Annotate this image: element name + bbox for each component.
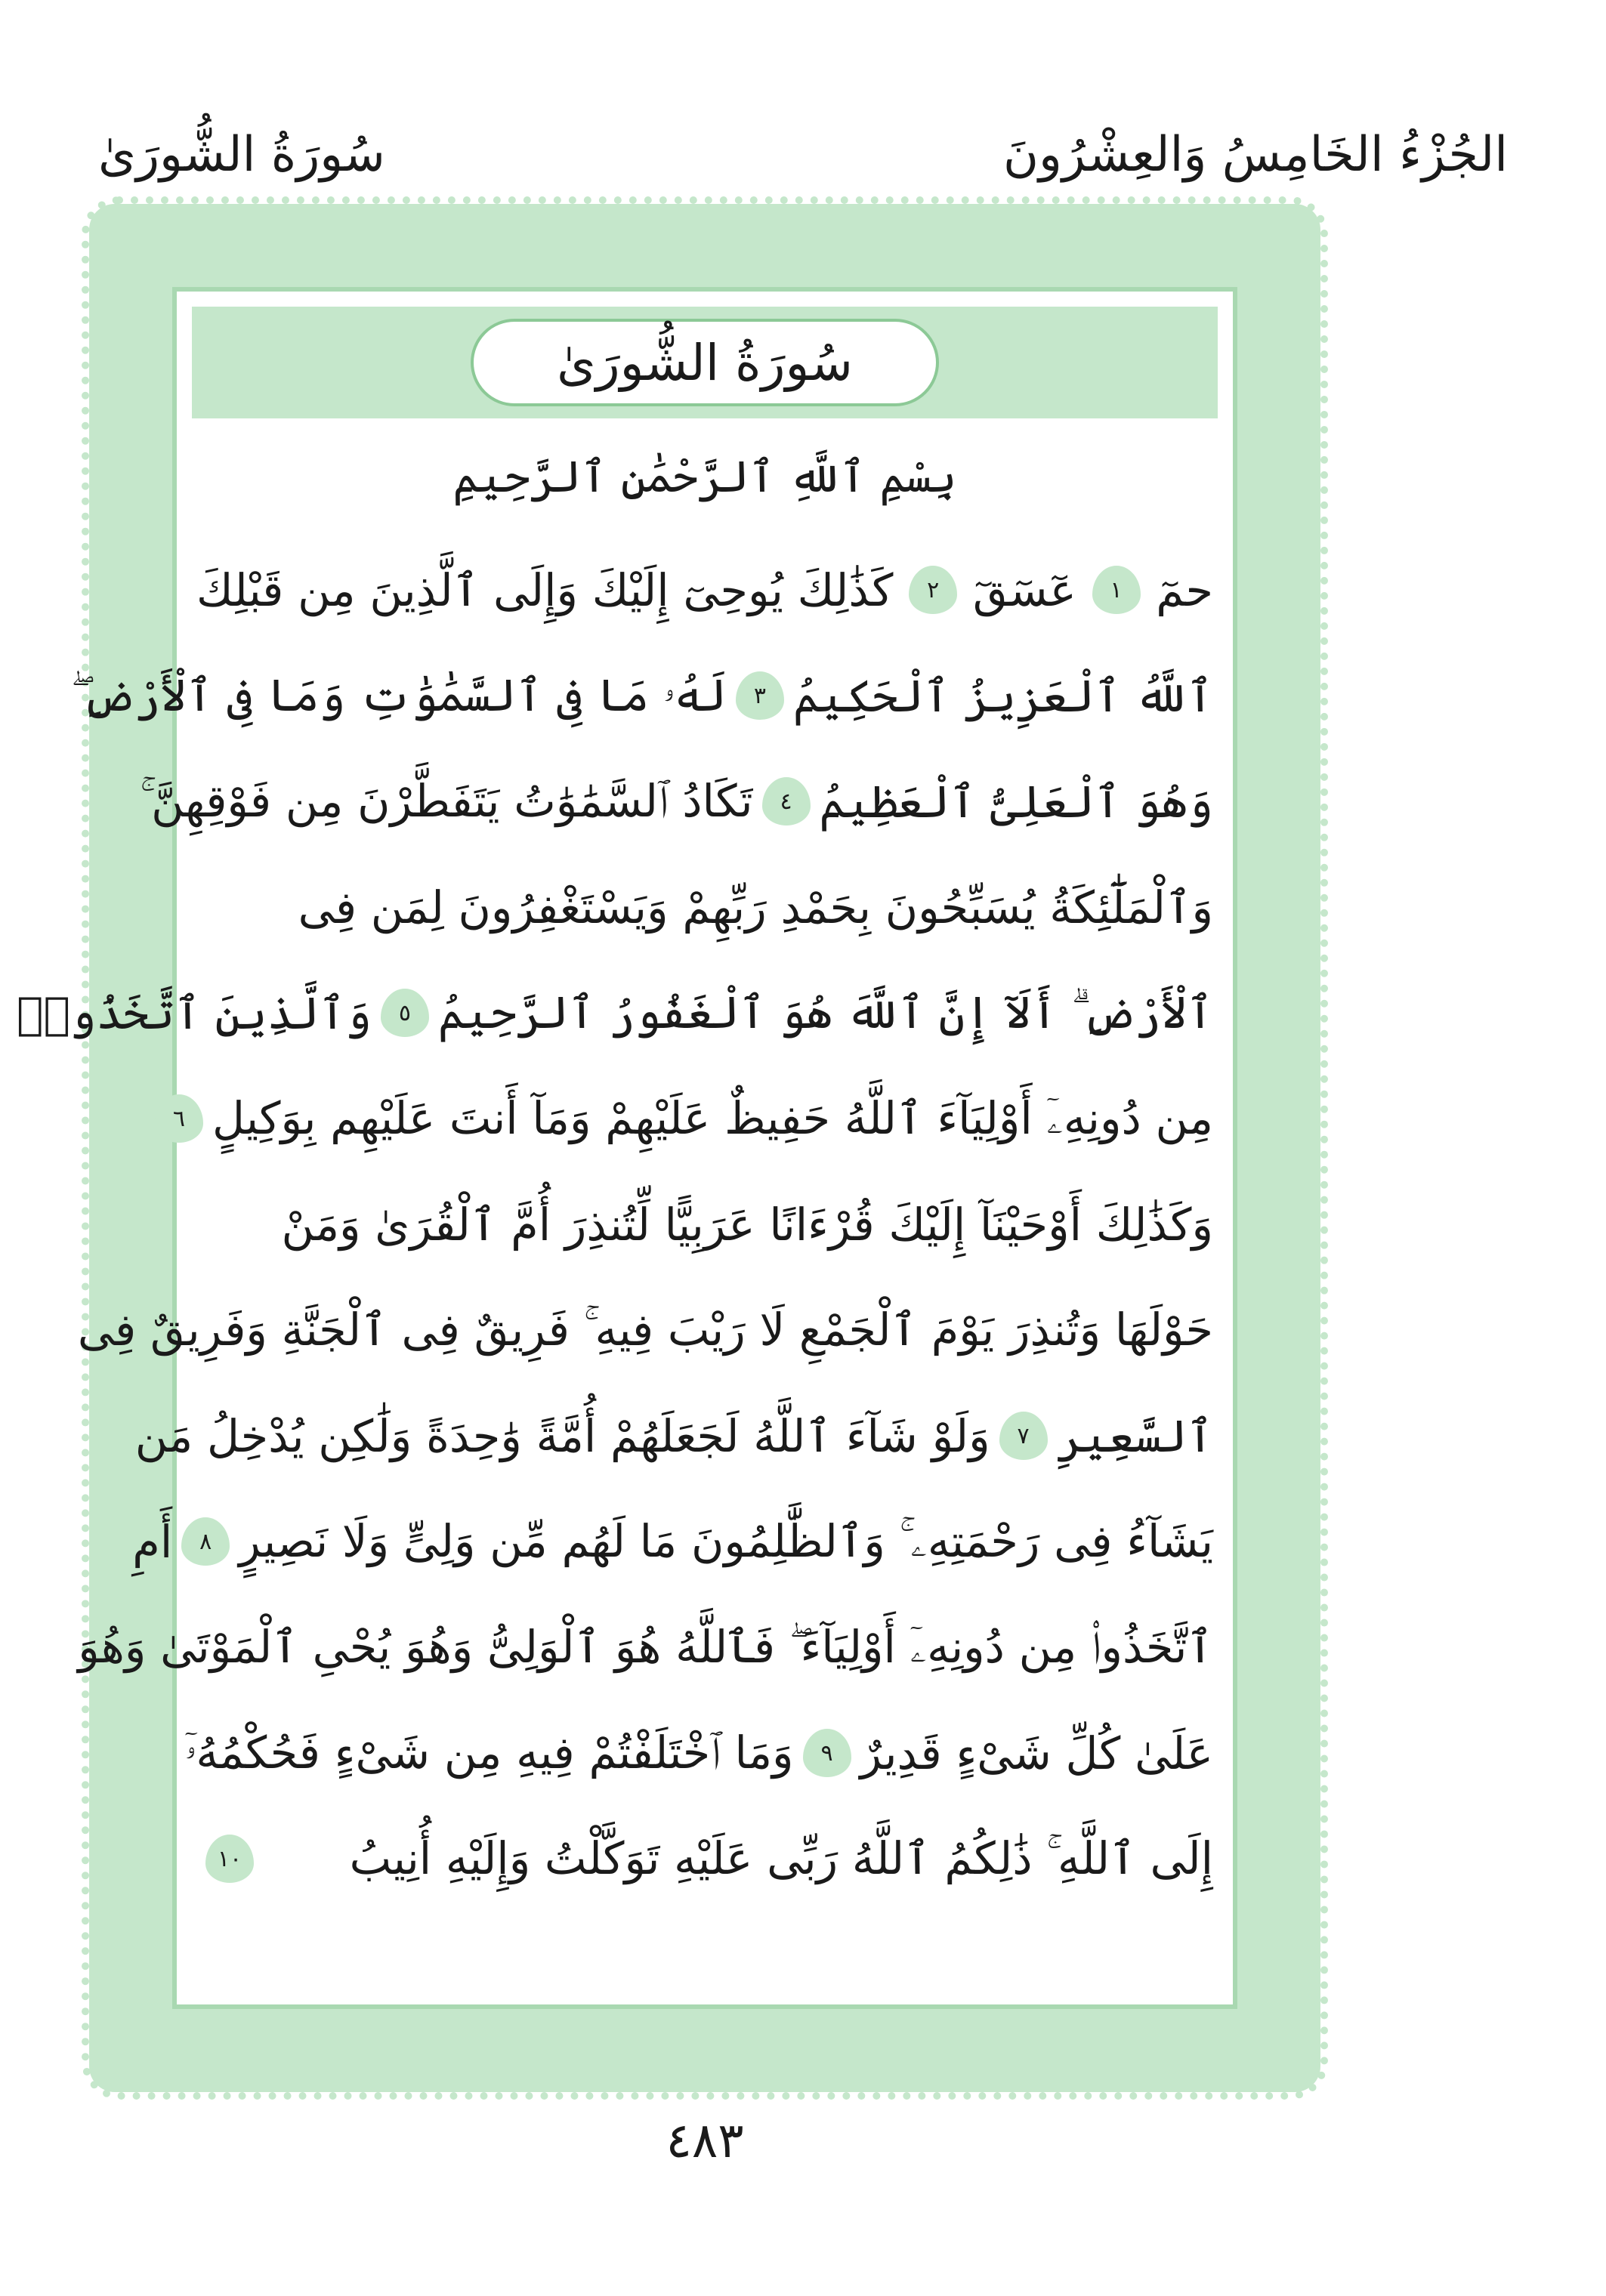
verse-lines xyxy=(17,537,1213,1912)
verse-text: عٓسٓقٓ xyxy=(972,563,1076,616)
verse-line xyxy=(77,1277,1213,1383)
verse-text: حمٓ xyxy=(1156,563,1213,616)
surah-running-title: سُورَةُ الشُّورَىٰ xyxy=(98,127,385,183)
ayah-number-marker: ٣ xyxy=(736,671,784,720)
verse-line xyxy=(140,748,1213,854)
verse-line xyxy=(172,1066,1213,1171)
surah-name-cartouche: سُورَةُ الشُّورَىٰ xyxy=(471,319,939,406)
verse-line xyxy=(184,1700,1213,1806)
verse-line xyxy=(196,1171,1213,1277)
verse-text: وَٱلَّذِينَ ٱتَّخَذُوا۟ xyxy=(17,986,372,1039)
verse-text: وَهُوَ ٱلْعَلِىُّ ٱلْعَظِيمُ xyxy=(819,775,1213,828)
ayah-number-marker: ٩ xyxy=(803,1729,851,1777)
text-panel xyxy=(17,287,1237,2009)
verse-line xyxy=(196,854,1213,960)
basmala: بِسْمِ ٱللَّهِ ٱلرَّحْمَٰنِ ٱلرَّحِيمِ xyxy=(452,451,957,502)
verse-text: ٱتَّخَذُوا۟ مِن دُونِهِۦٓ أَوْلِيَآءَ ۖ فَٱللَّهُ هُوَ ٱلْوَلِىُّ وَهُوَ يُحْىِ ٱلْمَوْتَىٰ وَهُوَ xyxy=(78,1621,1213,1673)
ayah-number-marker: ٦ xyxy=(155,1094,203,1143)
verse-line xyxy=(134,1383,1213,1489)
verse-text: أَمِ xyxy=(132,1515,173,1568)
verse-line xyxy=(17,960,1213,1066)
ayah-number-marker: ١ xyxy=(1092,566,1141,614)
verse-text: يَشَآءُ فِى رَحْمَتِهِۦ ۚ وَٱلظَّٰلِمُونَ مَا لَهُم مِّن وَلِىٍّ وَلَا نَصِيرٍ xyxy=(239,1515,1213,1567)
page-ornamental-frame xyxy=(17,204,1320,2092)
page-number: ٤٨٣ xyxy=(666,2113,744,2169)
verse-line xyxy=(78,1594,1213,1700)
ayah-number-marker: ٧ xyxy=(999,1412,1048,1460)
verse-text: إِلَى ٱللَّهِ ۚ ذَٰلِكُمُ ٱللَّهُ رَبِّى عَلَيْهِ تَوَكَّلْتُ وَإِلَيْهِ أُنِيبُ xyxy=(349,1832,1213,1884)
surah-banner xyxy=(192,307,1218,418)
verse-text: وَكَذَٰلِكَ أَوْحَيْنَآ إِلَيْكَ قُرْءَانًا عَرَبِيًّا لِّتُنذِرَ أُمَّ ٱلْقُرَىٰ وَمَنْ xyxy=(281,1198,1213,1251)
verse-text: وَمَا ٱخْتَلَفْتُمْ فِيهِ مِن شَىْءٍ فَحُكْمُهُۥٓ xyxy=(184,1727,794,1779)
verse-line xyxy=(70,643,1213,748)
verse-text: ٱلسَّعِيرِ xyxy=(1056,1409,1213,1462)
verse-text: كَذَٰلِكَ يُوحِىٓ إِلَيْكَ وَإِلَى ٱلَّذِينَ مِن قَبْلِكَ xyxy=(196,563,894,616)
verse-text: وَٱلْمَلَٰٓئِكَةُ يُسَبِّحُونَ بِحَمْدِ رَبِّهِمْ وَيَسْتَغْفِرُونَ لِمَن فِى xyxy=(298,881,1213,934)
verse-text: مِن دُونِهِۦٓ أَوْلِيَآءَ ٱللَّهُ حَفِيظٌ عَلَيْهِمْ وَمَآ أَنتَ عَلَيْهِم بِوَكِيلٍ xyxy=(212,1092,1213,1144)
verse-text: حَوْلَهَا وَتُنذِرَ يَوْمَ ٱلْجَمْعِ لَا رَيْبَ فِيهِ ۚ فَرِيقٌ فِى ٱلْجَنَّةِ وَفَرِيقٌ فِى xyxy=(77,1304,1213,1356)
ayah-number-marker: ٨ xyxy=(181,1517,230,1566)
verse-line xyxy=(132,1489,1213,1594)
running-header xyxy=(98,113,1508,196)
verse-line xyxy=(196,537,1213,643)
ayah-number-marker: ٥ xyxy=(381,989,429,1037)
ayah-number-marker: ٤ xyxy=(762,777,811,826)
ayah-number-marker: ٢ xyxy=(909,566,957,614)
verse-text: عَلَىٰ كُلِّ شَىْءٍ قَدِيرٌ xyxy=(860,1727,1213,1779)
verse-text: ٱللَّهُ ٱلْعَزِيزُ ٱلْحَكِيمُ xyxy=(792,669,1213,722)
verse-text: لَهُۥ مَا فِى ٱلسَّمَٰوَٰتِ وَمَا فِى ٱلْأَرْضِ ۖ xyxy=(70,669,727,721)
verse-line xyxy=(196,1806,1213,1912)
verse-text: وَلَوْ شَآءَ ٱللَّهُ لَجَعَلَهُمْ أُمَّةً وَٰحِدَةً وَلَٰكِن يُدْخِلُ مَن xyxy=(134,1409,990,1462)
verse-text: ٱلْأَرْضِ ۗ أَلَآ إِنَّ ٱللَّهَ هُوَ ٱلْغَفُورُ ٱلرَّحِيمُ xyxy=(437,986,1213,1038)
ayah-number-marker: ١٠ xyxy=(205,1835,254,1883)
juz-title: الجُزْءُ الخَامِسُ وَالعِشْرُونَ xyxy=(1002,127,1508,183)
verse-text: تَكَادُ ٱلسَّمَٰوَٰتُ يَتَفَطَّرْنَ مِن فَوْقِهِنَّ ۚ xyxy=(140,775,753,827)
